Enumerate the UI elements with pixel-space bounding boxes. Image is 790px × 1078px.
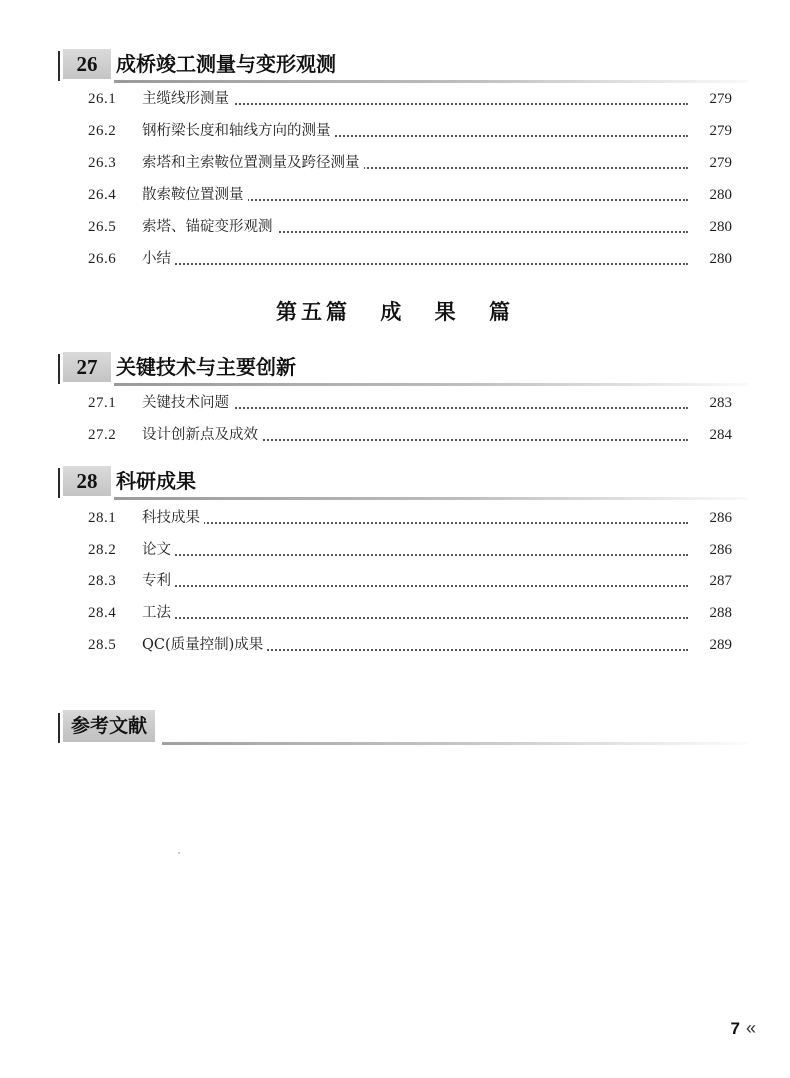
page-ref: 280	[704, 214, 733, 240]
toc-entry[interactable]	[88, 118, 732, 144]
references-heading[interactable]	[58, 710, 748, 744]
section-title: 主缆线形测量	[142, 86, 233, 112]
section-title: 论文	[142, 537, 175, 563]
page-ref: 279	[704, 150, 733, 176]
page-ref: 286	[704, 537, 733, 563]
heading-left-bar	[58, 354, 60, 384]
chapter-heading	[58, 352, 748, 384]
page-ref: 288	[704, 600, 733, 626]
toc-entry[interactable]	[88, 505, 732, 531]
section-title: 工法	[142, 600, 175, 626]
scan-speck	[178, 852, 180, 854]
section-number: 26.6	[88, 251, 117, 267]
page-number-value: 7	[730, 1019, 740, 1038]
toc-entry[interactable]	[88, 86, 732, 112]
chapter-title: 成桥竣工测量与变形观测	[116, 52, 336, 76]
chapter-number-box: 28	[63, 466, 111, 496]
dot-leader	[148, 263, 688, 265]
toc-entry[interactable]	[88, 422, 732, 448]
chapter-heading	[58, 466, 748, 498]
dot-leader	[148, 522, 688, 524]
heading-left-bar	[58, 51, 60, 81]
page-number	[731, 1018, 756, 1039]
part-title: 第五篇 成 果 篇	[276, 300, 514, 324]
toc-entry[interactable]	[88, 214, 732, 240]
section-number: 28.5	[88, 637, 117, 653]
heading-left-bar	[58, 713, 60, 743]
section-title: QC(质量控制)成果	[142, 632, 267, 658]
page-ref: 287	[704, 568, 733, 594]
toc-entry[interactable]	[88, 150, 732, 176]
chapter-title: 关键技术与主要创新	[116, 355, 296, 379]
section-title: 科技成果	[142, 505, 204, 531]
section-title: 关键技术问题	[142, 390, 233, 416]
toc-entry[interactable]	[88, 246, 732, 272]
section-number: 27.1	[88, 395, 117, 411]
toc-entry[interactable]	[88, 600, 732, 626]
section-number: 26.3	[88, 155, 117, 171]
page-ref: 280	[704, 182, 733, 208]
page-ref: 286	[704, 505, 733, 531]
section-number: 28.4	[88, 605, 117, 621]
section-title: 小结	[142, 246, 175, 272]
section-title: 设计创新点及成效	[142, 422, 262, 448]
toc-entry[interactable]	[88, 537, 732, 563]
heading-rule	[114, 80, 748, 83]
section-title: 索塔和主索鞍位置测量及跨径测量	[142, 150, 364, 176]
section-title: 散索鞍位置测量	[142, 182, 248, 208]
section-number: 28.3	[88, 573, 117, 589]
heading-left-bar	[58, 468, 60, 498]
toc-entry[interactable]	[88, 568, 732, 594]
chapter-heading	[58, 49, 748, 81]
heading-rule	[114, 497, 748, 500]
section-title: 专利	[142, 568, 175, 594]
page-ref: 279	[704, 86, 733, 112]
section-number: 28.1	[88, 510, 117, 526]
toc-entry[interactable]	[88, 390, 732, 416]
section-number: 27.2	[88, 427, 117, 443]
section-number: 28.2	[88, 542, 117, 558]
section-number: 26.4	[88, 187, 117, 203]
section-number: 26.5	[88, 219, 117, 235]
toc-entry[interactable]	[88, 632, 732, 658]
dot-leader	[148, 585, 688, 587]
section-number: 26.2	[88, 123, 117, 139]
section-title: 索塔、锚碇变形观测	[142, 214, 277, 240]
page-ref: 289	[704, 632, 733, 658]
chapter-title: 科研成果	[116, 469, 196, 493]
dot-leader	[148, 617, 688, 619]
page-ref: 284	[704, 422, 733, 448]
page-ref: 279	[704, 118, 733, 144]
page-ref: 283	[704, 390, 733, 416]
section-title: 钢桁梁长度和轴线方向的测量	[142, 118, 335, 144]
heading-rule	[114, 383, 748, 386]
heading-rule	[162, 742, 748, 745]
section-number: 26.1	[88, 91, 117, 107]
page-ref: 280	[704, 246, 733, 272]
chapter-number-box: 27	[63, 352, 111, 382]
dot-leader	[148, 554, 688, 556]
double-chevron-left-icon: «	[745, 1018, 756, 1038]
chapter-number-box: 26	[63, 49, 111, 79]
toc-entry[interactable]	[88, 182, 732, 208]
references-label: 参考文献	[63, 710, 155, 742]
